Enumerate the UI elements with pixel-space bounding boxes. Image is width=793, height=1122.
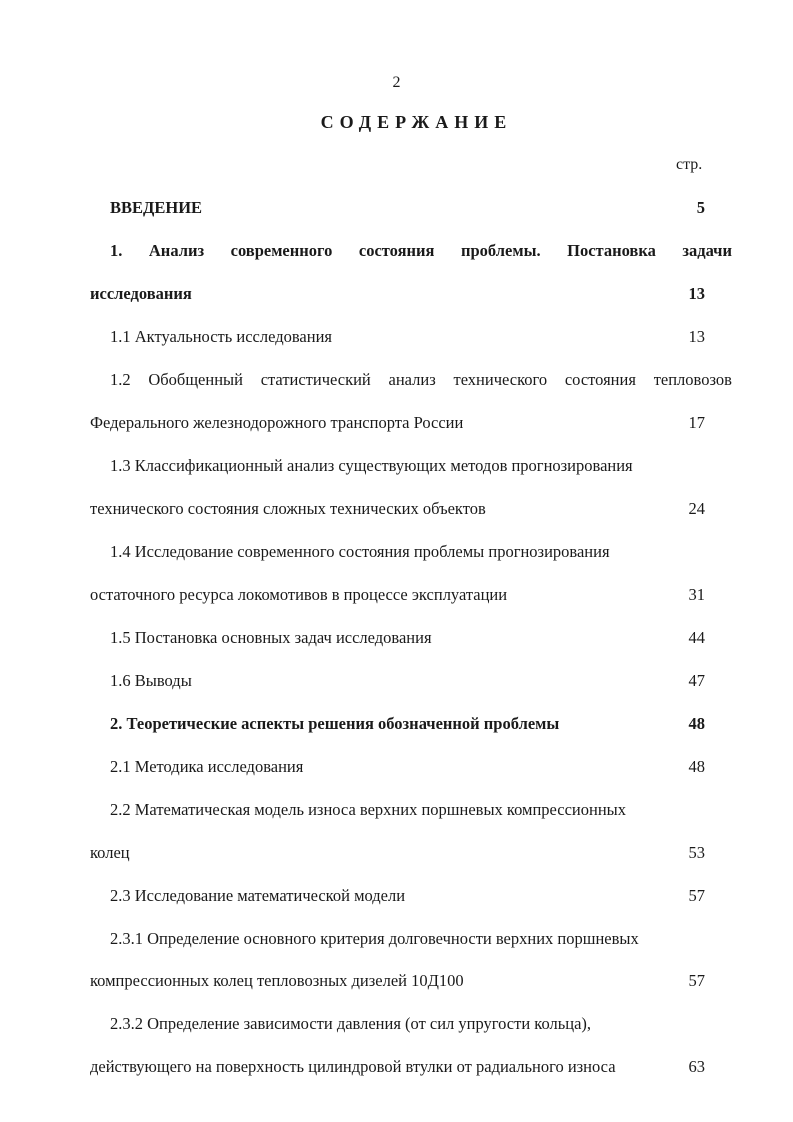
toc-entry-1-2-cont [90,411,705,435]
toc-entry-1-1 [110,325,705,349]
toc-entry-1-3 [110,454,705,478]
toc-entry-page: 63 [688,1057,705,1076]
toc-entry-text: 2.2 Математическая модель износа верхних поршневых компрессионных [110,800,626,819]
toc-entry-2-3 [110,884,705,908]
toc-entry-1-5 [110,626,705,650]
toc-entry-introduction [110,196,705,220]
toc-entry-2-2-cont [90,841,705,865]
toc-entry-2-1 [110,755,705,779]
toc-entry-1-4 [110,540,705,564]
toc-entry-2-3-1-cont [90,969,705,993]
page-number: 2 [392,74,401,91]
toc-entry-page: 47 [688,671,705,690]
toc-entry-text: Федерального железнодорожного транспорта России [90,413,464,432]
toc-entry-text: 1.3 Классификационный анализ существующих методов прогнозирования [110,456,633,475]
toc-entry-2-3-1 [110,927,705,951]
toc-entry-2-3-2-cont [90,1055,705,1079]
toc-word: 1. [110,241,123,260]
toc-word: проблемы. [460,241,541,260]
toc-word: 1.2 [110,370,131,389]
toc-entry-chapter-2 [110,712,705,736]
toc-word: состояния [564,370,636,389]
toc-entry-page: 13 [688,284,705,303]
toc-entry-page: 48 [688,757,705,776]
toc-word: технического [453,370,548,389]
toc-entry-page: 24 [688,499,705,518]
toc-entry-page: 31 [688,585,705,604]
toc-word: современного [230,241,333,260]
toc-entry-text: остаточного ресурса локомотивов в процессе эксплуатации [90,585,508,604]
toc-entry-text: 2.1 Методика исследования [110,757,304,776]
toc-entry-text: исследования [90,284,192,303]
toc-entry-2-2 [110,798,705,822]
toc-entry-text: колец [90,843,130,862]
toc-entry-1-3-cont [90,497,705,521]
toc-entry-chapter-1-cont [90,282,705,306]
page-title: СОДЕРЖАНИЕ [320,112,513,132]
toc-word: тепловозов [653,370,732,389]
toc-word: задачи [682,241,732,260]
page-column-label: стр. [676,156,703,173]
toc-entry-page: 44 [688,628,705,647]
toc-word: состояния [358,241,435,260]
toc-entry-text: 2.3.2 Определение зависимости давления (от сил упругости кольца), [110,1014,592,1033]
toc-entry-page: 5 [696,198,705,217]
toc-word: статистический [260,370,371,389]
toc-entry-1-4-cont [90,583,705,607]
toc-entry-page: 17 [688,413,705,432]
toc-entry-page: 53 [688,843,705,862]
toc-entry-text: 2.3.1 Определение основного критерия долговечности верхних поршневых [110,929,639,948]
toc-entry-text: компрессионных колец тепловозных дизелей 10Д100 [90,971,464,990]
toc-entry-page: 13 [688,327,705,346]
toc-entry-text: 1.5 Постановка основных задач исследования [110,628,432,647]
toc-entry-page: 57 [688,971,705,990]
toc-entry-text: 2. Теоретические аспекты решения обозначенной проблемы [110,714,560,733]
toc-entry-text: 2.3 Исследование математической модели [110,886,406,905]
toc-word: анализ [388,370,436,389]
toc-entry-text: 1.1 Актуальность исследования [110,327,333,346]
toc-word: Постановка [567,241,656,260]
toc-entry-text: действующего на поверхность цилиндровой втулки от радиального износа [90,1057,616,1076]
toc-entry-2-3-2 [110,1012,705,1036]
toc-entry-page: 48 [688,714,705,733]
toc-entry-text: технического состояния сложных технических объектов [90,499,486,518]
toc-entry-1-6 [110,669,705,693]
toc-entry-page: 57 [688,886,705,905]
toc-word: Анализ [148,241,205,260]
toc-entry-text: 1.4 Исследование современного состояния проблемы прогнозирования [110,542,610,561]
toc-word: Обобщенный [148,370,243,389]
toc-entry-text: 1.6 Выводы [110,671,192,690]
toc-entry-text: ВВЕДЕНИЕ [110,198,203,217]
toc-entry-1-2 [110,368,732,392]
toc-entry-chapter-1 [110,239,732,263]
